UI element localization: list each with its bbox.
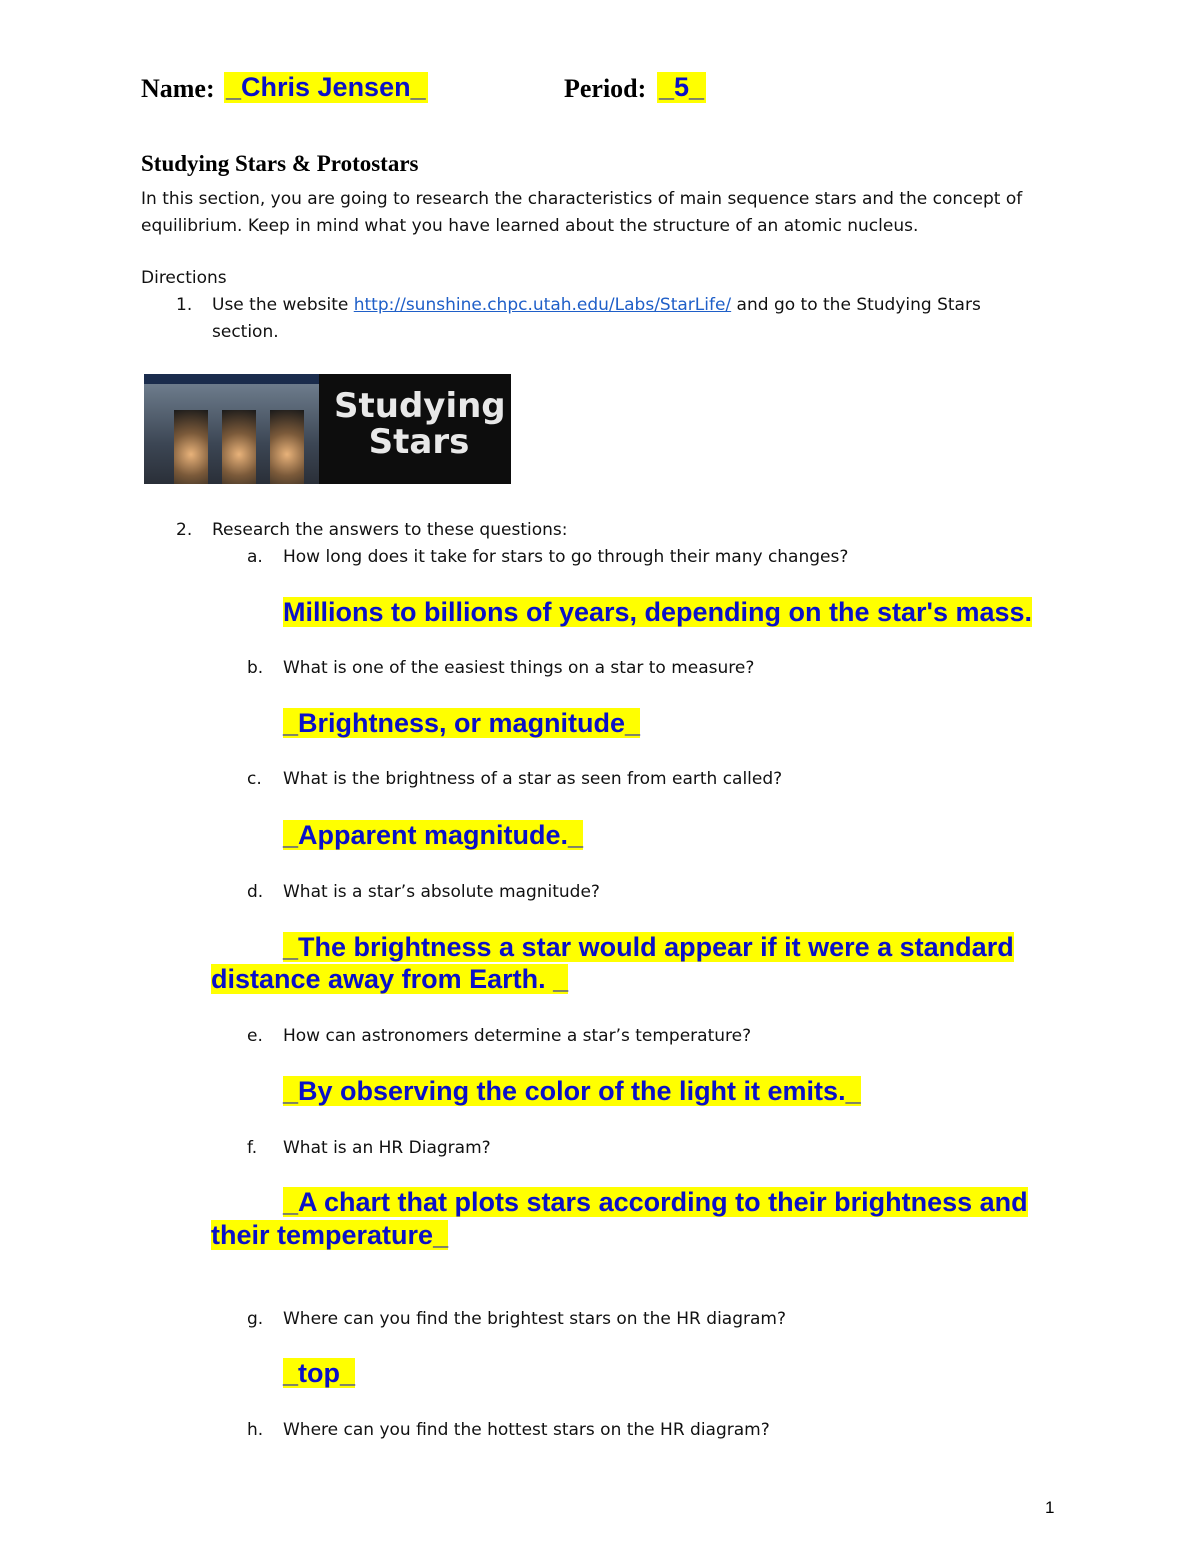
directions-heading: Directions xyxy=(141,268,227,288)
question-letter: e. xyxy=(247,1026,263,1046)
question-text: How long does it take for stars to go through their many changes? xyxy=(283,547,849,567)
page-number: 1 xyxy=(1045,1498,1055,1517)
section-title: Studying Stars & Protostars xyxy=(141,151,419,176)
question-letter: a. xyxy=(247,547,263,567)
banner-title: Studying Stars xyxy=(334,386,506,462)
question-text: How can astronomers determine a star’s temperature? xyxy=(283,1026,752,1046)
question-letter: b. xyxy=(247,658,264,678)
answer-field[interactable]: _Brightness, or magnitude_ xyxy=(283,708,641,738)
question-letter: d. xyxy=(247,882,264,902)
direction-item-1 xyxy=(212,295,981,315)
question-text: Where can you find the brightest stars on the HR diagram? xyxy=(283,1309,786,1329)
intro-line-1: In this section, you are going to research the characteristics of main sequence stars and the concept of xyxy=(141,189,1023,209)
period-label: Period: xyxy=(564,74,647,103)
studying-stars-banner xyxy=(144,374,511,484)
answer-field-continued[interactable]: their temperature_ xyxy=(211,1220,449,1250)
answer-field[interactable]: _Apparent magnitude._ xyxy=(283,820,584,850)
question-text: What is an HR Diagram? xyxy=(283,1138,491,1158)
period-field[interactable]: _5_ xyxy=(659,72,705,102)
question-letter: f. xyxy=(247,1138,258,1158)
question-text: What is a star’s absolute magnitude? xyxy=(283,882,600,902)
direction-item-1-line2: section. xyxy=(212,322,279,342)
name-field[interactable]: _Chris Jensen_ xyxy=(226,72,426,102)
answer-field[interactable]: _By observing the color of the light it emits._ xyxy=(283,1076,861,1106)
answer-field[interactable]: Millions to billions of years, depending on the star's mass. xyxy=(283,597,1033,627)
question-letter: h. xyxy=(247,1420,264,1440)
question-text: What is the brightness of a star as seen from earth called? xyxy=(283,769,783,789)
question-letter: g. xyxy=(247,1309,264,1329)
answer-field[interactable]: _top_ xyxy=(283,1358,356,1388)
question-text: Where can you find the hottest stars on the HR diagram? xyxy=(283,1420,770,1440)
direction-item-2: Research the answers to these questions: xyxy=(212,520,568,540)
question-text: What is one of the easiest things on a star to measure? xyxy=(283,658,755,678)
question-letter: c. xyxy=(247,769,262,789)
list-number-1: 1. xyxy=(176,295,193,315)
name-label: Name: xyxy=(141,74,215,103)
intro-line-2: equilibrium. Keep in mind what you have learned about the structure of an atomic nucleus. xyxy=(141,216,919,236)
answer-field-continued[interactable]: distance away from Earth. _ xyxy=(211,964,569,994)
answer-field[interactable]: _A chart that plots stars according to their brightness and xyxy=(283,1187,1028,1217)
direction-item-1-pre: Use the website xyxy=(212,295,354,315)
starlife-link[interactable]: http://sunshine.chpc.utah.edu/Labs/StarLife/ xyxy=(353,295,732,315)
observatory-photo xyxy=(144,384,334,484)
direction-item-1-post: and go to the Studying Stars xyxy=(731,295,981,315)
list-number-2: 2. xyxy=(176,520,193,540)
answer-field[interactable]: _The brightness a star would appear if it were a standard xyxy=(283,932,1014,962)
